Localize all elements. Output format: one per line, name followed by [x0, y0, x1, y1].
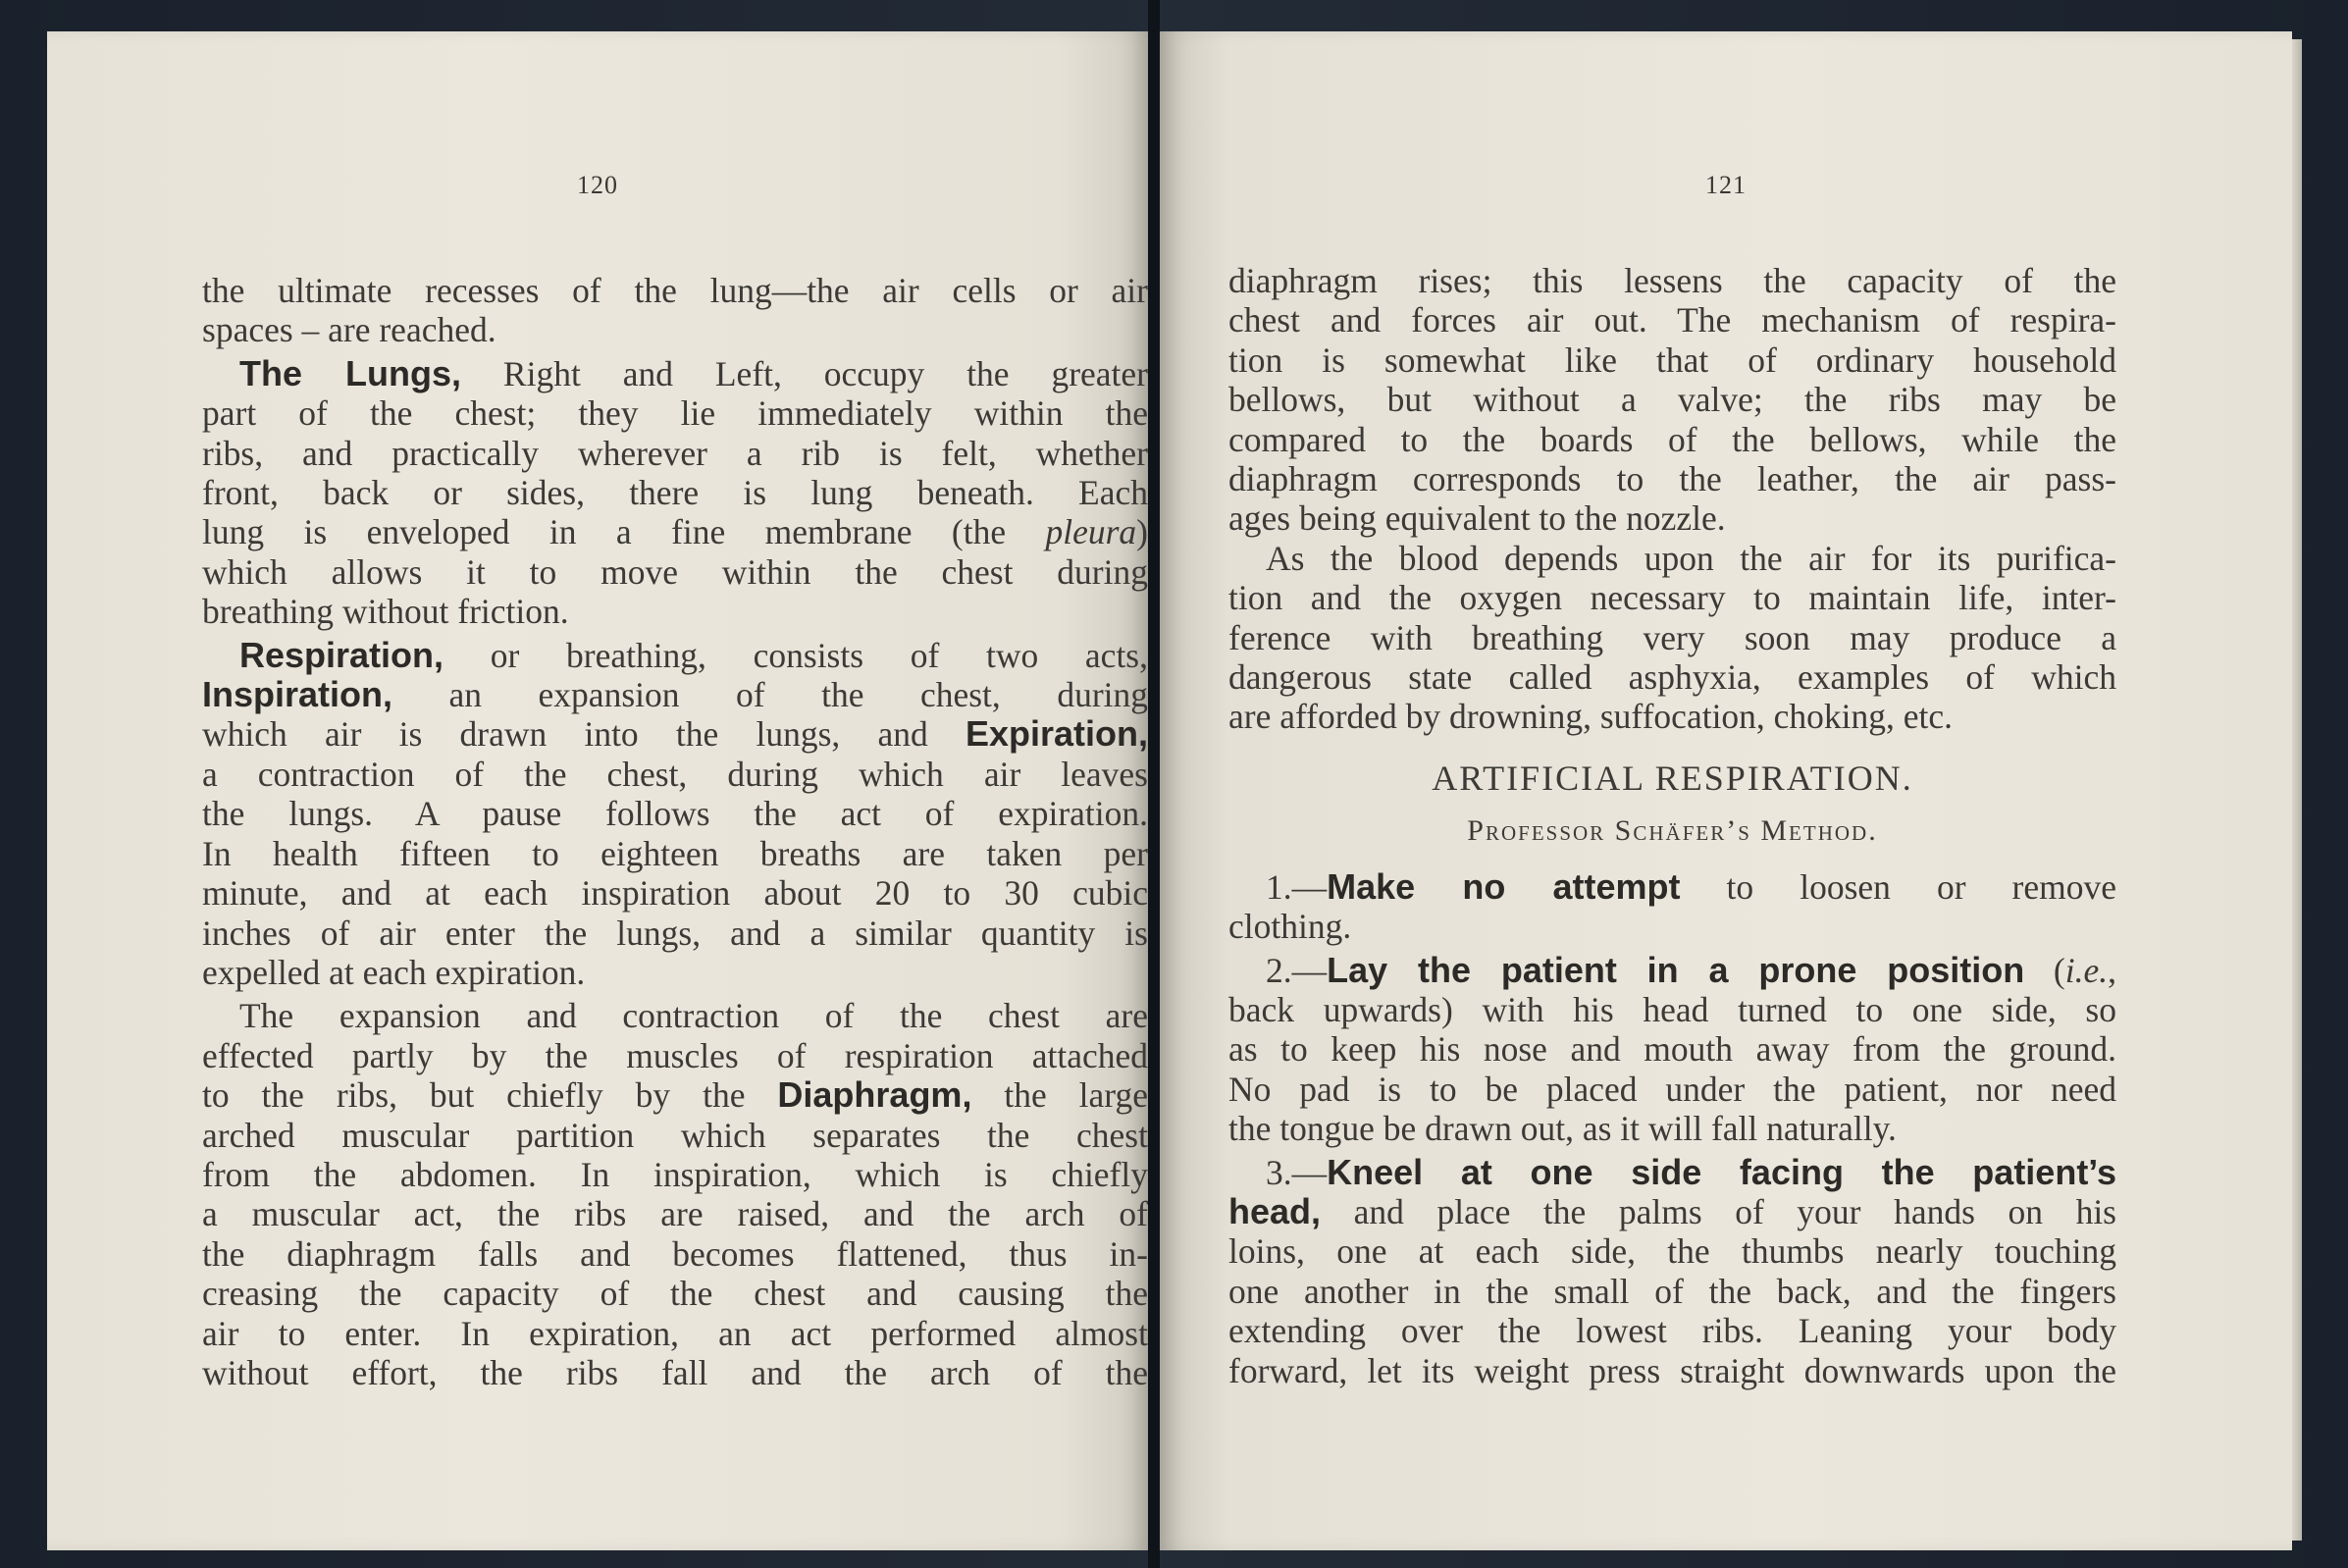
text-line: air to enter. In expiration, an act performed almost: [202, 1313, 1148, 1353]
left-page: [47, 31, 1148, 1550]
text-line: the tongue be drawn out, as it will fall naturally.: [1228, 1109, 1897, 1149]
text-line: tion is somewhat like that of ordinary household: [1228, 340, 2116, 380]
text-line: 1.—Make no attempt to loosen or remove: [1266, 865, 2116, 907]
text-line: bellows, but without a valve; the ribs may be: [1228, 380, 2116, 420]
text-line: a contraction of the chest, during which air leaves: [202, 754, 1148, 794]
text-line: tion and the oxygen necessary to maintain life, inter-: [1228, 578, 2116, 618]
text-line: part of the chest; they lie immediately within the: [202, 393, 1148, 434]
page-stack-edge: [2292, 39, 2302, 1541]
text-line: which allows it to move within the chest during: [202, 551, 1148, 592]
text-line: No pad is to be placed under the patient, nor need: [1228, 1069, 2116, 1109]
text-line: the lungs. A pause follows the act of expiration.: [202, 794, 1148, 834]
text-line: as to keep his nose and mouth away from the ground.: [1228, 1029, 2116, 1070]
page-number-left: 120: [577, 171, 618, 199]
text-line: to the ribs, but chiefly by the Diaphragm, the large: [202, 1074, 1148, 1116]
text-line: inches of air enter the lungs, and a similar quantity is: [202, 913, 1148, 953]
text-line: dangerous state called asphyxia, examples of which: [1228, 657, 2116, 698]
text-line: Inspiration, an expansion of the chest, during: [202, 674, 1148, 715]
book-gutter: [1148, 0, 1160, 1568]
term-lungs: The Lungs,: [239, 352, 462, 393]
text-line: the ultimate recesses of the lung—the air cells or air: [202, 271, 1148, 310]
text-line: Respiration, or breathing, consists of two acts,: [239, 634, 1148, 675]
step-1-title: Make no attempt: [1327, 865, 1681, 907]
text-line: forward, let its weight press straight downwards upon the: [1228, 1350, 2116, 1390]
right-page-text: [1228, 261, 2116, 1390]
text-line: 3.—Kneel at one side facing the patient’s: [1266, 1151, 2116, 1192]
section-heading: ARTIFICIAL RESPIRATION.: [1432, 758, 1913, 798]
text-line: In health fifteen to eighteen breaths are taken per: [202, 833, 1148, 873]
term-expiration: Expiration,: [965, 713, 1148, 755]
text-line: back upwards) with his head turned to one side, so: [1228, 989, 2116, 1029]
text-line: diaphragm corresponds to the leather, the air pass-: [1228, 459, 2116, 499]
text-line: The expansion and contraction of the chest are: [239, 996, 1148, 1036]
text-line: 2.—Lay the patient in a prone position (i.e.,: [1266, 949, 2116, 990]
text-line: ference with breathing very soon may produce a: [1228, 617, 2116, 657]
text-line: compared to the boards of the bellows, while the: [1228, 419, 2116, 459]
text-line: As the blood depends upon the air for its purifica-: [1266, 538, 2116, 578]
text-line: The Lungs, Right and Left, occupy the greater: [239, 352, 1148, 393]
text-line: are afforded by drowning, suffocation, choking, etc.: [1228, 697, 1954, 737]
text-line: lung is enveloped in a fine membrane (the pleura): [202, 512, 1148, 552]
text-line: from the abdomen. In inspiration, which is chiefly: [202, 1154, 1148, 1194]
term-pleura: pleura: [1045, 512, 1137, 552]
text-line: which air is drawn into the lungs, and Expiration,: [202, 713, 1148, 755]
step-2-title: Lay the patient in a prone position: [1327, 949, 2025, 990]
text-line: breathing without friction.: [202, 592, 569, 632]
text-line: a muscular act, the ribs are raised, and the arch of: [202, 1194, 1148, 1234]
text-line: the diaphragm falls and becomes flattened, thus in-: [202, 1233, 1148, 1274]
term-respiration: Respiration,: [239, 634, 444, 675]
text-line: head, and place the palms of your hands on his: [1228, 1190, 2116, 1231]
text-line: clothing.: [1228, 907, 1352, 947]
left-page-text: [202, 271, 1148, 1392]
text-line: expelled at each expiration.: [202, 952, 586, 992]
text-line: spaces – are reached.: [202, 310, 496, 350]
section-subheading: Professor Schäfer’s Method.: [1467, 814, 1878, 848]
page-number-right: 121: [1705, 171, 1747, 199]
text-line: minute, and at each inspiration about 20 to 30 cubic: [202, 873, 1148, 914]
text-line: extending over the lowest ribs. Leaning your body: [1228, 1311, 2116, 1351]
right-page: [1160, 31, 2292, 1550]
text-line: front, back or sides, there is lung beneath. Each: [202, 473, 1148, 513]
text-line: ages being equivalent to the nozzle.: [1228, 498, 1726, 539]
text-line: ribs, and practically wherever a rib is felt, whether: [202, 433, 1148, 473]
text-line: diaphragm rises; this lessens the capacity of the: [1228, 261, 2116, 300]
step-3-title: Kneel at one side facing the patient’s: [1327, 1151, 2116, 1192]
text-line: without effort, the ribs fall and the arch of the: [202, 1352, 1148, 1392]
text-line: chest and forces air out. The mechanism of respira-: [1228, 300, 2116, 340]
text-line: arched muscular partition which separates the chest: [202, 1115, 1148, 1155]
text-line: creasing the capacity of the chest and causing the: [202, 1274, 1148, 1314]
text-line: one another in the small of the back, and the fingers: [1228, 1271, 2116, 1311]
term-inspiration: Inspiration,: [202, 674, 393, 715]
text-line: loins, one at each side, the thumbs nearly touching: [1228, 1231, 2116, 1272]
text-line: effected partly by the muscles of respiration attached: [202, 1035, 1148, 1075]
term-diaphragm: Diaphragm,: [777, 1074, 972, 1116]
